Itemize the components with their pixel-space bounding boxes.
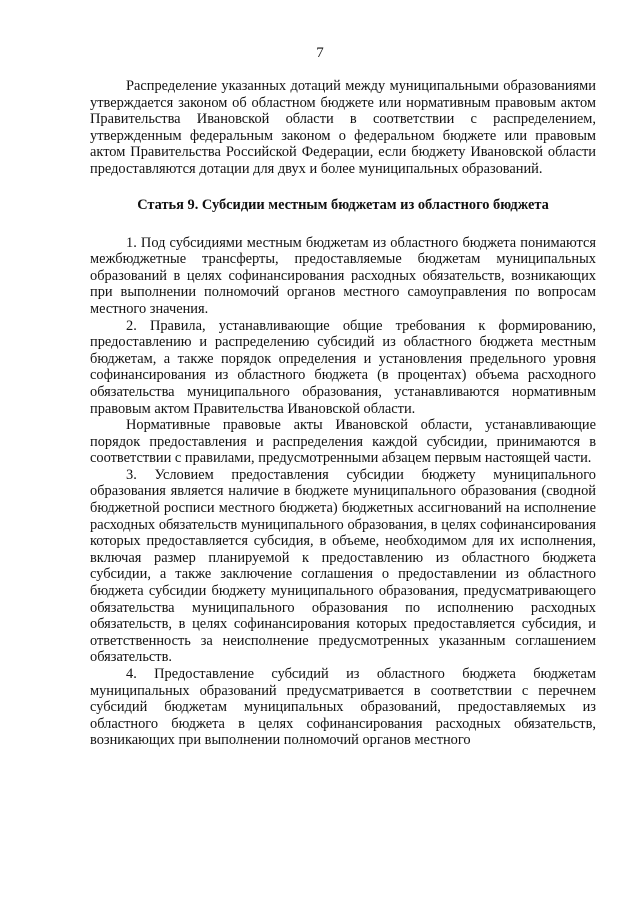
- article-title: Статья 9. Субсидии местным бюджетам из областного бюджета: [137, 196, 549, 213]
- paragraph-part-4: 4. Предоставление субсидий из областного бюджета бюджетам муниципальных образований предусматривается в соответствии с перечнем субсидий бюджетам муниципальных образований, предоставляемых из областного бюджета в целях софинансирования расходных обязательств, возникающих при выполнении полномочий органов местного: [90, 666, 596, 749]
- paragraph-part-3: 3. Условием предоставления субсидии бюджету муниципального образования является наличие в бюджете муниципального образования (сводной бюджетной росписи местного бюджета) бюджетных ассигнований на исполнение расходных обязательств муниципального образования, в целях софинансирования которых предоставляется субсидия, в объеме, необходимом для их исполнения, включая размер планируемой к предоставлению из областного бюджета субсидии, а также заключение соглашения о предоставлении из областного бюджета субсидии бюджету муниципального образования, предусматривающего обязательства муниципального образования по исполнению расходных обязательств, в целях софинансирования которых предоставляется субсидия, и ответственность за неисполнение предусмотренных указанным соглашением обязательств.: [90, 466, 596, 666]
- page-number: 7: [316, 45, 324, 61]
- document-body: [90, 78, 596, 749]
- intro-paragraph: Распределение указанных дотаций между муниципальными образованиями утверждается законом об областном бюджете или нормативным правовым актом Правительства Ивановской области в соответствии с распределением, утвержденным федеральным законом о федеральном бюджете или правовым актом Правительства Российской Федерации, если бюджету Ивановской области предоставляются дотации для двух и более муниципальных образований.: [90, 78, 596, 177]
- paragraph-part-2: 2. Правила, устанавливающие общие требования к формированию, предоставлению и распределению субсидий из областного бюджета местным бюджетам, а также порядок определения и установления предельного уровня софинансирования из областного бюджета (в процентах) объема расходного обязательства муниципального образования, устанавливаются нормативным правовым актом Правительства Ивановской области.: [90, 317, 596, 417]
- paragraph-part-1: 1. Под субсидиями местным бюджетам из областного бюджета понимаются межбюджетные трансферты, предоставляемые бюджетам муниципальных образований в целях софинансирования расходных обязательств, возникающих при выполнении полномочий органов местного самоуправления по вопросам местного значения.: [90, 234, 596, 317]
- paragraph-part-2-subparagraph: Нормативные правовые акты Ивановской области, устанавливающие порядок предоставления и распределения каждой субсидии, принимаются в соответствии с правилами, предусмотренными абзацем первым настоящей части.: [90, 417, 596, 467]
